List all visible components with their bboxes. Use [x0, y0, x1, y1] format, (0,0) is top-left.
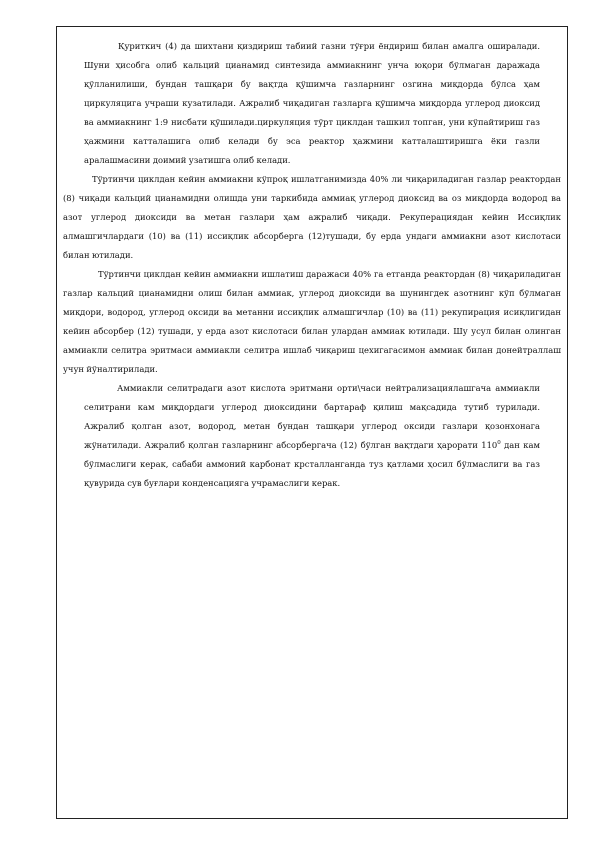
paragraph-2: Тўртинчи циклдан кейин аммиакни кўпроқ ишлатганимизда 40% ли чиқариладиган газлар реактордан (8) чиқади кальций цианамидни олишда уни таркибида аммиақ углерод диоксид ва оз миқдорда водород ва азот углерод диоксиди ва метан газлари ҳам ажралиб чиқади. Рекуперациядан кейин Иссиқлик алмашгичлардаги (10) ва (11) иссиқлик абсорберга (12)тушади, бу ерда ундаги аммиакни азот кислотаси билан ютилади.	[63, 174, 561, 260]
paragraph-4-text-start: Аммиакли селитрадаги азот кислота эритмани орти\часи нейтрализациялашгача аммиакли селитрани кам миқдордаги углерод диоксидини бартараф қилиш мақсадида тутиб турилади. Ажралиб қолган азот, водород, метан бундан ташқари углерод оксиди газлари қозонхонага жўнатилади. Ажралиб қолган газларнинг абсорбергача (12) бўлган вақтдаги ҳарорати 110	[84, 383, 540, 450]
document-body	[57, 37, 567, 493]
paragraph-4-text-end: дан кам бўлмаслиги керак, сабаби аммоний карбонат крсталланганда туз қатлами ҳосил бўлмаслиги ва газ қувурида сув буғлари конденсацияга учрамаслиги керак.	[84, 440, 540, 488]
degree-superscript: 0	[497, 440, 501, 447]
paragraph-1: Қуриткич (4) да шихтани қиздириш табиий газни тўғри ёндириш билан амалга оширалади. Шуни ҳисобга олиб кальций цианамид синтезида аммиакнинг унча юқори бўлмаган даражада қўлланилиши, бундан ташқари бу вақтда қўшимча газларнинг озгина миқдорда бўлса ҳам циркуляцига учраши кузатилади. Ажралиб чиқадиган газларга қўшимча миқдорда углерод диоксид ва аммиакнинг 1:9 нисбати қўшилади.циркуляция тўрт циклдан ташкил топган, уни кўпайтириш газ ҳажмини катталашига олиб келади бу эса реактор ҳажмини катталаштиришга ёки газли аралашмасини доимий узатишга олиб келади.	[84, 41, 540, 165]
paragraph-3: Тўртинчи циклдан кейин аммиакни ишлатиш даражаси 40% га етганда реактордан (8) чиқариладиган газлар кальций цианамидни олиш билан аммиак, углерод диоксиди ва шунингдек азотнинг кўп бўлмаган миқдори, водород, углерод оксиди ва метанни иссиқлик алмашгичлар (10) ва (11) рекупирация исиқлигидан кейин абсорбер (12) тушади, у ерда азот кислотаси билан улардан аммиак ютилади. Шу усул билан олинган аммиакли селитра эритмаси аммиакли селитра ишлаб чиқариш цехигагасимон аммиак билан донейтраллаш учун йўналтирилади.	[63, 269, 561, 374]
page-frame	[56, 26, 568, 819]
paragraph-4	[57, 379, 567, 493]
